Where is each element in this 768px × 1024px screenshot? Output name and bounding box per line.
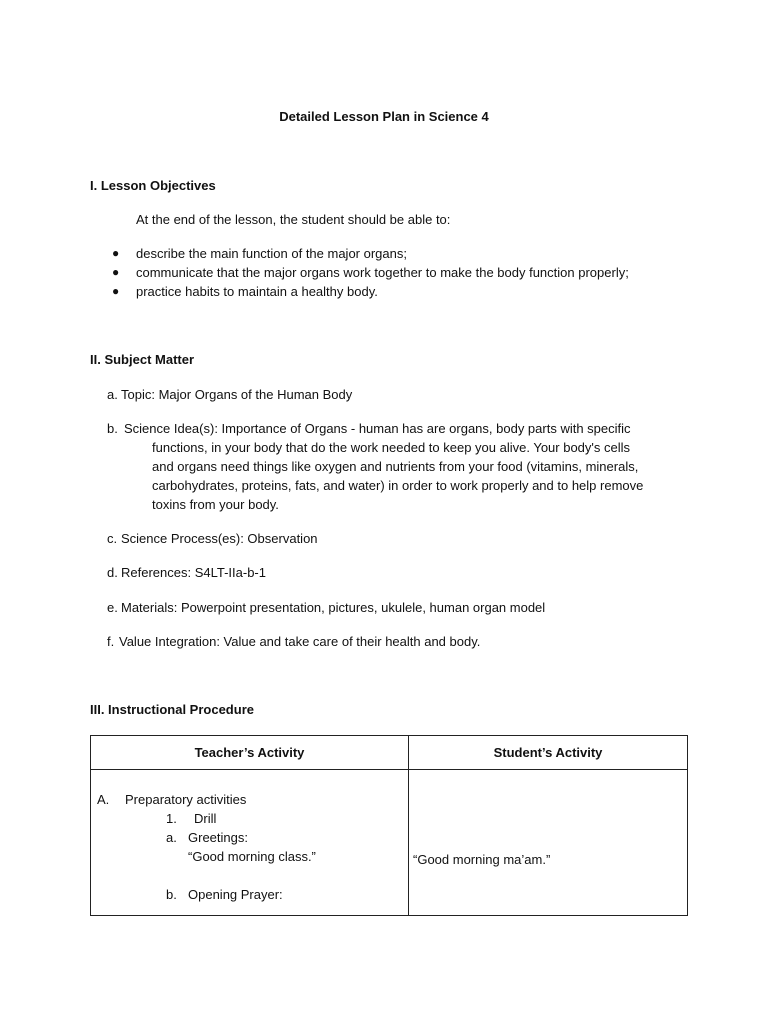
subject-marker: b.	[107, 421, 118, 436]
teacher-activity-cell	[91, 770, 409, 916]
subject-item-process: Science Process(es): Observation	[121, 531, 318, 546]
page-title: Detailed Lesson Plan in Science 4	[279, 109, 489, 124]
student-activity-header: Student’s Activity	[409, 736, 688, 770]
subject-heading: II. Subject Matter	[90, 352, 195, 367]
objectives-intro: At the end of the lesson, the student should be able to:	[136, 212, 451, 227]
subject-item-topic: Topic: Major Organs of the Human Body	[121, 387, 353, 402]
preparatory-activities: Preparatory activities	[125, 792, 247, 807]
procedure-heading: III. Instructional Procedure	[90, 702, 254, 717]
subject-item-science-idea: Science Idea(s): Importance of Organs - human has are organs, body parts with specific	[124, 421, 631, 436]
bullet-icon: ●	[112, 246, 120, 260]
bullet-icon: ●	[112, 284, 120, 298]
teacher-greeting-quote: “Good morning class.”	[188, 849, 316, 864]
objective-item: practice habits to maintain a healthy body.	[136, 284, 378, 299]
subject-marker: f.	[107, 634, 115, 649]
objective-item: communicate that the major organs work together to make the body function properly;	[136, 265, 629, 280]
teacher-activity-header: Teacher’s Activity	[91, 736, 409, 770]
subject-item-value: Value Integration: Value and take care of their health and body.	[119, 634, 481, 649]
list-marker: A.	[97, 792, 110, 807]
subject-item-references: References: S4LT-IIa-b-1	[121, 565, 266, 580]
subject-item-materials: Materials: Powerpoint presentation, pictures, ukulele, human organ model	[121, 600, 546, 615]
subject-marker: c.	[107, 531, 118, 546]
list-marker: 1.	[166, 811, 177, 826]
drill-label: Drill	[194, 811, 217, 826]
subject-item-science-idea-cont: functions, in your body that do the work needed to keep you alive. Your body's cells	[152, 440, 631, 455]
list-marker: b.	[166, 887, 177, 902]
student-greeting-reply: “Good morning ma’am.”	[413, 852, 551, 867]
objectives-heading: I. Lesson Objectives	[90, 178, 216, 193]
bullet-icon: ●	[112, 265, 120, 279]
subject-marker: d.	[107, 565, 118, 580]
table-row	[91, 770, 688, 916]
subject-item-science-idea-cont: toxins from your body.	[152, 497, 279, 512]
objective-item: describe the main function of the major organs;	[136, 246, 407, 261]
student-activity-cell	[409, 770, 688, 916]
subject-marker: e.	[107, 600, 118, 615]
subject-item-science-idea-cont: carbohydrates, proteins, fats, and water) in order to work properly and to help remove	[152, 478, 644, 493]
list-marker: a.	[166, 830, 177, 845]
greetings-label: Greetings:	[188, 830, 248, 845]
table-header-row	[91, 736, 688, 770]
opening-prayer-label: Opening Prayer:	[188, 887, 283, 902]
subject-item-science-idea-cont: and organs need things like oxygen and nutrients from your food (vitamins, minerals,	[152, 459, 639, 474]
procedure-table	[90, 735, 688, 916]
subject-marker: a.	[107, 387, 118, 402]
